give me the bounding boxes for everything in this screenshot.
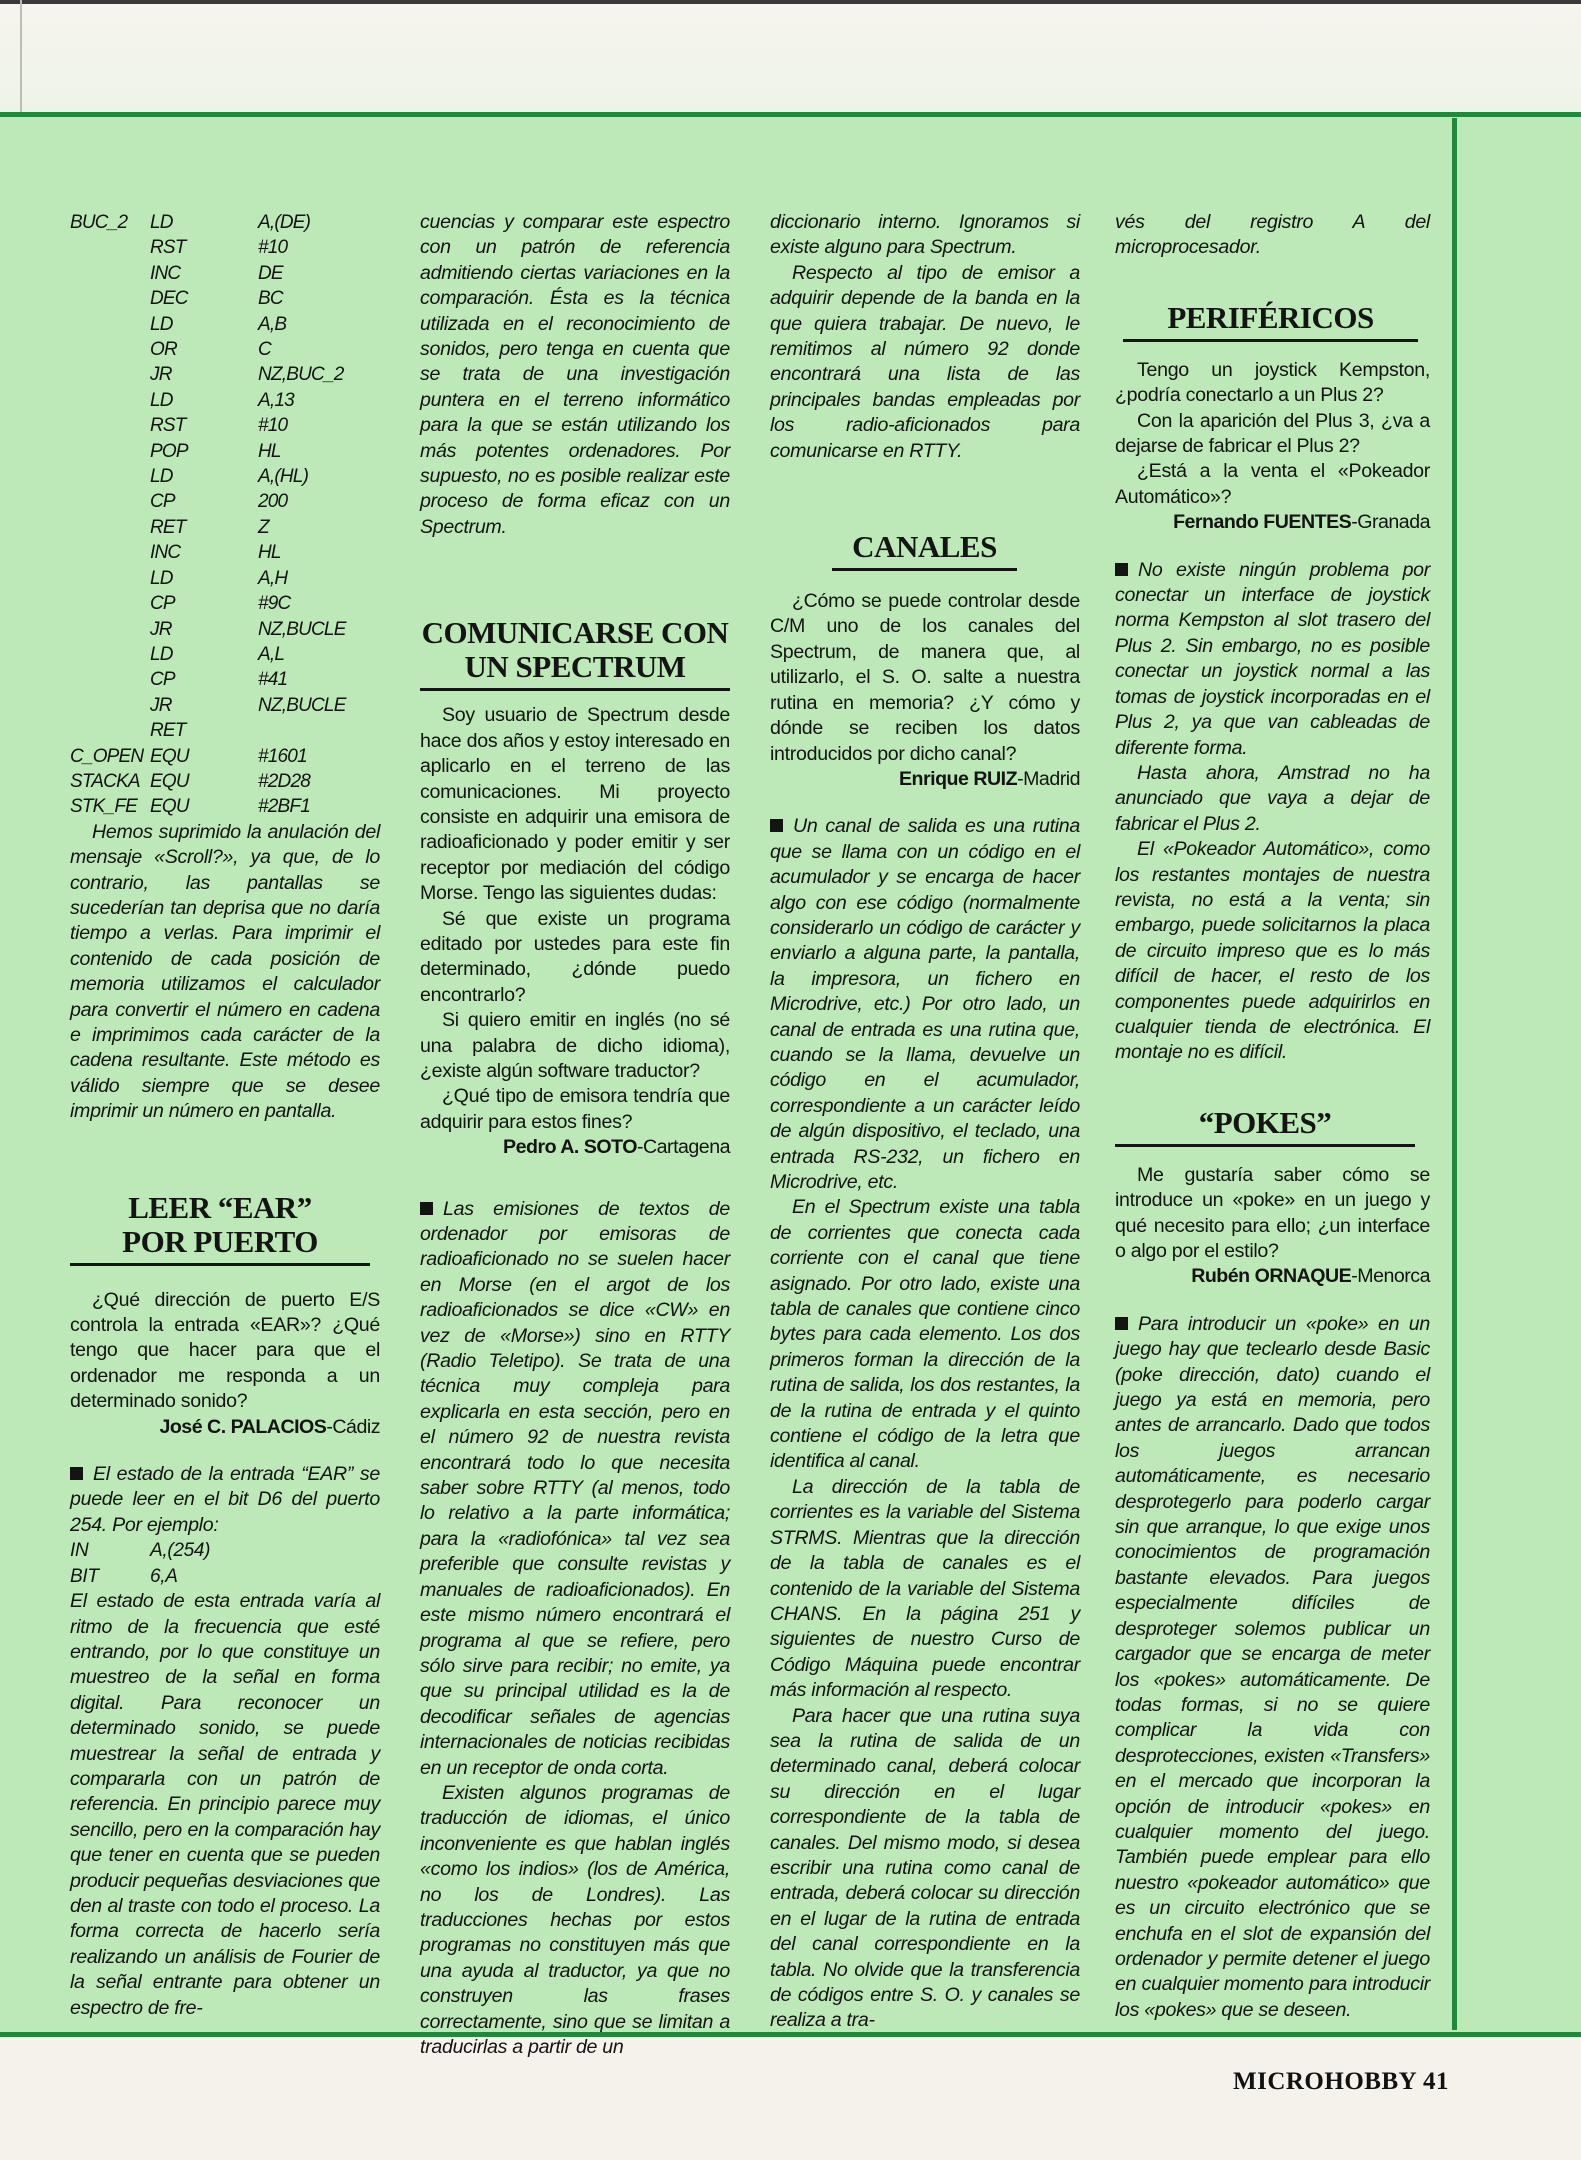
perifericos-question-3: ¿Está a la venta el «Pokeador Automático»?: [1115, 460, 1430, 508]
page-number: 41: [1423, 2068, 1449, 2095]
code-line: LD A,(HL): [150, 466, 309, 488]
section-heading-pokes: “POKES”: [1115, 1106, 1415, 1147]
code-line: LD A,13: [150, 389, 294, 411]
perifericos-answer-3: El «Pokeador Automático», como los restantes montajes de nuestra revista, no está a la venta; sin embargo, puede solicitarnos la placa de circuito impreso que es lo más difícil de hacer, el resto de los componentes puede adquirirlos en cualquier tienda de electrónica. El montaje no es difícil.: [1115, 838, 1430, 1064]
answer-bullet-icon: [70, 1467, 83, 1480]
answer-bullet-icon: [1115, 1317, 1128, 1330]
code-line: POP HL: [150, 440, 281, 462]
section-heading-comunicarse: COMUNICARSE CON UN SPECTRUM: [420, 616, 730, 691]
code-line: STK_FE EQU #2BF1: [70, 796, 310, 818]
column-3: [770, 210, 1080, 2032]
canales-answer-4: Para hacer que una rutina suya sea la rutina de salida de un determinado canal, deberá colocar su dirección en el lugar correspondiente de la tabla de canales. Del mismo modo, si desea escribir una rutina como canal de entrada, deberá colocar su dirección en el lugar de la rutina de entrada del canal correspondiente en la tabla. No olvide que la transferencia de códigos entre S. O. y canales se realiza a tra-: [770, 1704, 1080, 2032]
code-line: JR NZ,BUCLE: [150, 694, 346, 716]
comunicarse-answer-3: diccionario interno. Ignoramos si existe alguno para Spectrum.: [770, 211, 1080, 259]
code-line: RET: [150, 720, 186, 742]
ear-answer-continued: cuencias y comparar este espectro con un patrón de referencia admitiendo ciertas variaciones en la comparación. Ésta es la técnica utilizada en el reconocimiento de sonidos, pero tenga en cuenta que se trata de una investigación puntera en el terreno informático para la que se están utilizando los más potentes ordenadores. Por supuesto, no es posible realizar este proceso de forma eficaz con un Spectrum.: [420, 211, 730, 538]
code-line: C_OPEN EQU #1601: [70, 745, 307, 767]
perifericos-question-2: Con la aparición del Plus 3, ¿va a dejarse de fabricar el Plus 2?: [1115, 409, 1430, 458]
code-listing: [70, 210, 380, 820]
column-2: [420, 210, 730, 2058]
canales-answer-5: vés del registro A del microprocesador.: [1115, 211, 1430, 259]
code-line: RST #10: [150, 415, 288, 437]
comunicarse-question-4: ¿Qué tipo de emisora tendría que adquirir para estos fines?: [420, 1085, 730, 1133]
code-line: JR NZ,BUC_2: [150, 364, 344, 386]
green-panel-right-border: [1452, 118, 1457, 2030]
code-line: CP 200: [150, 491, 288, 513]
perifericos-question-1: Tengo un joystick Kempston, ¿podría conectarlo a un Plus 2?: [1115, 358, 1430, 407]
pokes-signature: Rubén ORNAQUE-Menorca: [1191, 1265, 1430, 1288]
comunicarse-signature: Pedro A. SOTO-Cartagena: [503, 1136, 730, 1159]
answer-bullet-icon: [1115, 563, 1128, 576]
ear-signature: José C. PALACIOS-Cádiz: [159, 1415, 380, 1438]
page-top-margin: [0, 0, 1581, 112]
listing-note: Hemos suprimido la anulación del mensaje «Scroll?», ya que, de lo contrario, las pantallas se sucederían tan deprisa que no daría tiempo a verlas. Para imprimir el contenido de cada posición de memoria utilizamos el calculador para convertir el número en cadena e imprimimos cada carácter de la cadena resultante. Este método es válido siempre que se desee imprimir un número en pantalla.: [70, 820, 380, 1123]
code-line: LD A,H: [150, 567, 288, 589]
answer-bullet-icon: [770, 819, 783, 832]
code-line: CP #9C: [150, 593, 291, 615]
canales-answer-1: Un canal de salida es una rutina que se llama con un código en el acumulador y se encarga de hacer algo con ese código (normalmente considerarlo un código de carácter y enviarlo a alguna parte, la pantalla, la impresora, un fichero en Microdrive, etc.) Por otro lado, un canal de entrada es una rutina que, cuando se la llama, devuelve un código en el acumulador, correspondiente a un carácter leído de algún dispositivo, el teclado, una entrada RS-232, un fichero en Microdrive, etc.: [770, 815, 1080, 1193]
column-4: [1115, 210, 1430, 2021]
code-line: INC HL: [150, 542, 281, 564]
canales-answer-2: En el Spectrum existe una tabla de corrientes que conecta cada corriente con el canal que tiene asignado. Por otro lado, existe una tabla de canales que contiene cinco bytes para cada elemento. Los dos primeros forman la dirección de la rutina de salida, los dos restantes, la de la rutina de entrada y el quinto contiene el código de la letra que identifica al canal.: [770, 1196, 1080, 1473]
top-rule: [0, 0, 1581, 4]
canales-signature: Enrique RUIZ-Madrid: [898, 767, 1080, 790]
canales-answer-3: La dirección de la tabla de corrientes es la variable del Sistema STRMS. Mientras que la dirección de la tabla de canales es el contenido de la variable del Sistema CHANS. En la página 251 y siguientes de nuestro Curso de Código Máquina puede encontrar más información al respecto.: [770, 1475, 1080, 1702]
ear-example-code: IN A,(254) BIT 6,A: [70, 1540, 211, 1587]
comunicarse-question-3: Si quiero emitir en inglés (no sé una palabra de dicho idioma), ¿existe algún software traductor?: [420, 1009, 730, 1082]
comunicarse-answer-4: Respecto al tipo de emisor a adquirir depende de la banda en la que quiera trabajar. De nuevo, le remitimos al número 92 donde encontrará una lista de las principales bandas empleadas por los radio-aficionados para comunicarse en RTTY.: [770, 261, 1080, 462]
code-line: LD A,B: [150, 313, 287, 335]
comunicarse-question-2: Sé que existe un programa editado por ustedes para este fin determinado, ¿dónde puedo encontrarlo?: [420, 907, 730, 1006]
code-line: DEC BC: [150, 288, 283, 310]
section-heading-perifericos: PERIFÉRICOS: [1123, 301, 1418, 342]
perifericos-signature: Fernando FUENTES-Granada: [1173, 511, 1430, 534]
perifericos-answer-2: Hasta ahora, Amstrad no ha anunciado que vaya a dejar de fabricar el Plus 2.: [1115, 761, 1430, 835]
comunicarse-answer-1: Las emisiones de textos de ordenador por emisoras de radioaficionado no se suelen hacer en Morse (en el argot de los radioaficionados se dice «CW» en vez de «Morse») sino en RTTY (Radio Teletipo). Se trata de una técnica muy compleja para explicarla en esta sección, pero en el número 92 de nuestra revista encontrará todo lo que necesita saber sobre RTTY (al menos, todo lo relativo a la parte informática; para la «radiofónica» tal vez sea preferible que consulte revistas y manuales de radioaficionados). En este mismo número encontrará el programa al que se refiere, pero sólo sirve para recibir; no emite, ya que su principal utilidad es la de decodificar señales de agencias internacionales de noticias recibidas en un receptor de onda corta.: [420, 1197, 730, 1779]
code-line: LD A,L: [150, 643, 285, 665]
pokes-question: Me gustaría saber cómo se introduce un «poke» en un juego y qué necesito para ello; ¿un interface o algo por el estilo?: [1115, 1163, 1430, 1262]
comunicarse-question-1: Soy usuario de Spectrum desde hace dos años y estoy interesado en aplicarlo en el terreno de las comunicaciones. Mi proyecto consiste en adquirir una emisora de radioaficionado y poder emitir y ser receptor por mediación del código Morse. Tengo las siguientes dudas:: [420, 704, 730, 905]
ear-question: ¿Qué dirección de puerto E/S controla la entrada «EAR»? ¿Qué tengo que hacer para que el ordenador me responda a un determinado sonido?: [70, 1288, 380, 1413]
code-line: CP #41: [150, 669, 288, 691]
code-line: INC DE: [150, 262, 283, 284]
magazine-name: MICROHOBBY: [1233, 2068, 1417, 2095]
code-line: BUC_2 LD A,(DE): [70, 212, 311, 233]
perifericos-answer-1: No existe ningún problema por conectar un interface de joystick norma Kempston al slot trasero del Plus 2. Sin embargo, no es posible conectar un joystick normal a las tomas de joystick incorporadas en el Plus 2, ya que van cableadas de diferente forma.: [1115, 558, 1430, 759]
code-line: RST #10: [150, 237, 288, 259]
page-footer: [1233, 2068, 1449, 2096]
canales-question: ¿Cómo se puede controlar desde C/M uno de los canales del Spectrum, de manera que, al utilizarlo, el S. O. salte a nuestra rutina en memoria? ¿Y cómo y dónde se reciben los datos introducidos por dicho canal?: [770, 590, 1080, 765]
answer-bullet-icon: [420, 1202, 433, 1215]
section-heading-ear: LEER “EAR” POR PUERTO: [70, 1191, 370, 1266]
code-line: OR C: [150, 339, 271, 361]
ear-answer-body: El estado de esta entrada varía al ritmo de la frecuencia que esté entrando, por lo que constituye un muestreo de la señal en forma digital. Para reconocer un determinado sonido, se puede muestrear la señal de entrada y compararla con un patrón de referencia. En principio parece muy sencillo, pero en la comparación hay que tener en cuenta que se pueden producir pequeñas desviaciones que den al traste con todo el proceso. La forma correcta de hacerlo sería realizando un análisis de Fourier de la señal entrante para obtener un espectro de fre-: [70, 1590, 380, 2019]
comunicarse-answer-2: Existen algunos programas de traducción de idiomas, el único inconveniente es que hablan inglés «como los indios» (los de América, no los de Londres). Las traducciones hechas por estos programas no constituyen más que una ayuda al traductor, ya que no construyen las frases correctamente, sino que se limitan a traducirlas a partir de un: [420, 1781, 730, 2058]
section-heading-canales: CANALES: [832, 530, 1017, 571]
pokes-answer: Para introducir un «poke» en un juego hay que teclearlo desde Basic (poke dirección, dato) cuando el juego ya está en memoria, pero antes de arrancarlo. Dado que todos los juegos arrancan automáticamente, es necesario desprotegerlo para poderlo cargar sin que arranque, lo que exige unos conocimientos de programación bastante elevados. Para juegos especialmente difíciles de desproteger solemos publicar un cargador que se encarga de meter los «pokes» automáticamente. De todas formas, si no se quiere complicar la vida con desprotecciones, existen «Transfers» en el mercado que incorporan la opción de introducir «pokes» en cualquier momento del juego. También puede emplear para ello nuestro «pokeador automático» que es un circuito electrónico que se enchufa en el slot de expansión del ordenador y permite detener el juego en cualquier momento para introducir los «pokes» que se deseen.: [1115, 1312, 1430, 2021]
ear-answer-intro: El estado de la entrada “EAR” se puede leer en el bit D6 del puerto 254. Por ejemplo:: [70, 1463, 380, 1536]
column-1: [70, 210, 380, 2019]
code-line: STACKA EQU #2D28: [70, 770, 310, 792]
code-line: RET Z: [150, 516, 269, 538]
code-line: JR NZ,BUCLE: [150, 618, 346, 640]
